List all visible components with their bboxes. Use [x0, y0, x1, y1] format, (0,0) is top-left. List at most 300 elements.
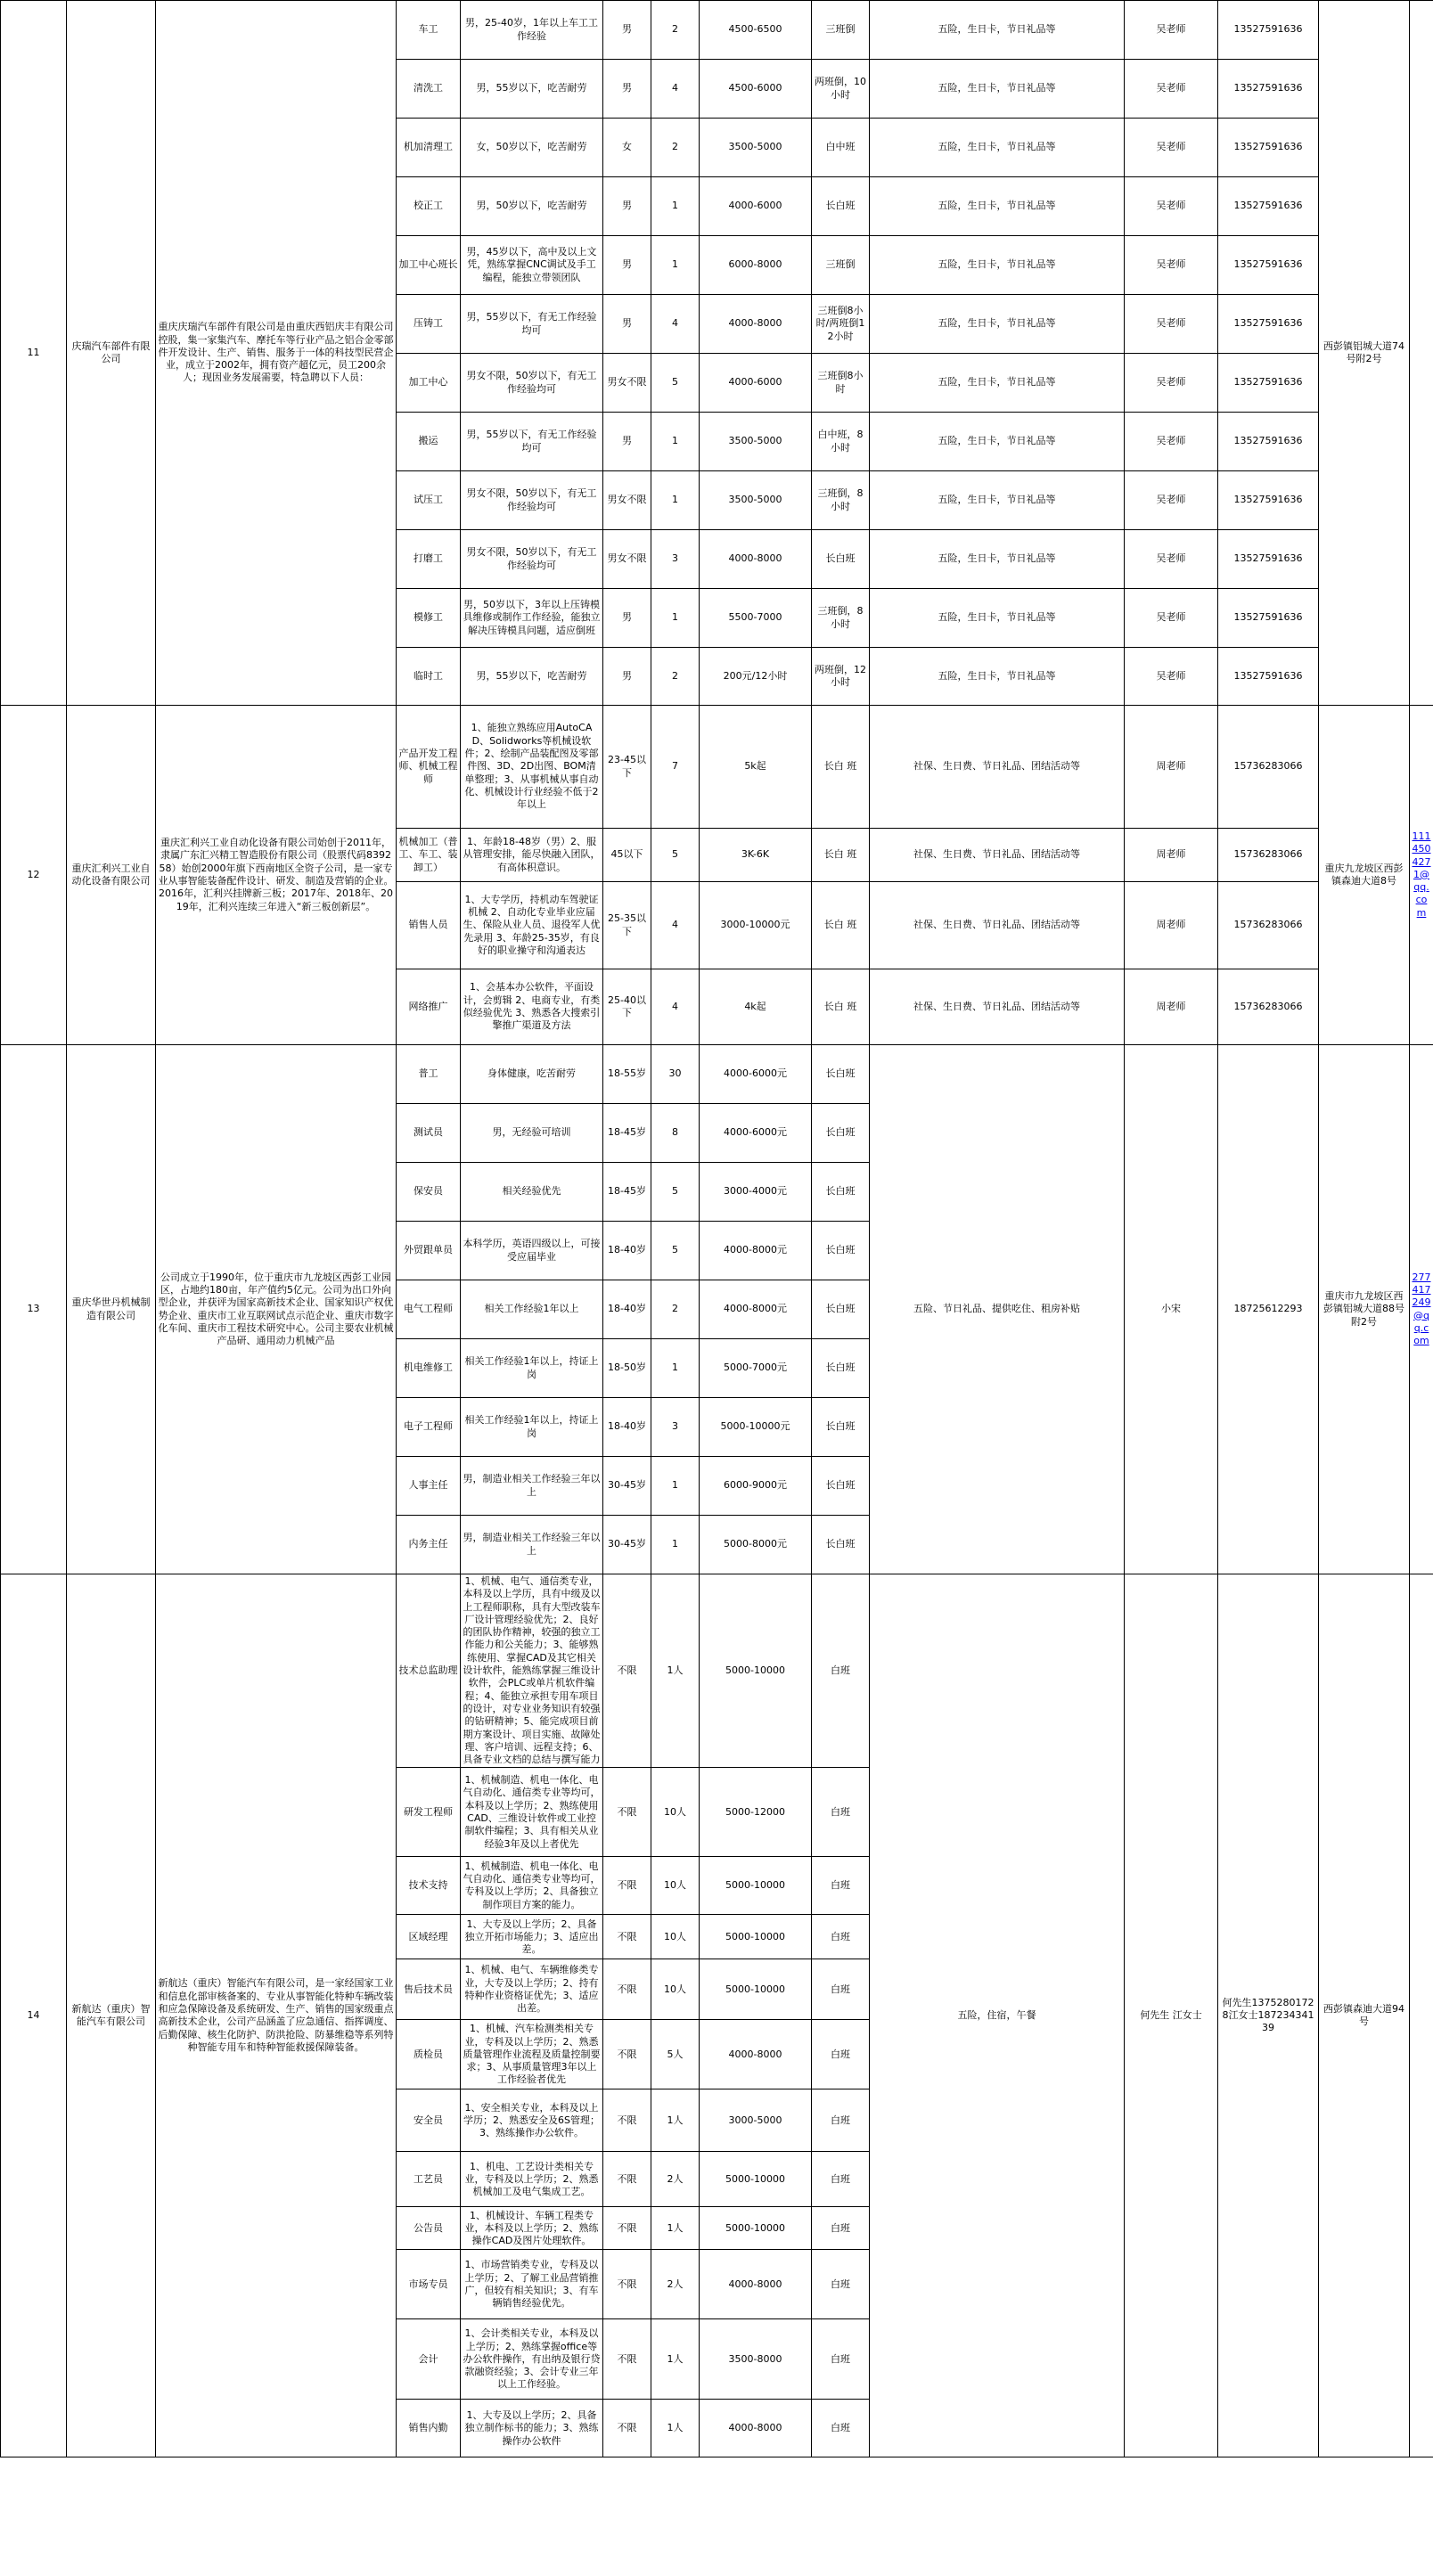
job-salary-cell: 4000-8000元 [700, 1280, 812, 1339]
email-link[interactable]: 277417249@qq.com [1410, 1045, 1433, 1574]
job-requirement-cell: 男，55岁以下，有无工作经验均可 [461, 295, 603, 354]
job-gender-age-cell: 18-55岁 [603, 1045, 651, 1104]
job-gender-age-cell: 男 [603, 648, 651, 706]
job-gender-age-cell: 18-45岁 [603, 1104, 651, 1163]
job-gender-age-cell: 23-45以下 [603, 706, 651, 829]
job-requirement-cell: 1、大专及以上学历；2、具备独立制作标书的能力；3、熟练操作办公软件 [461, 2400, 603, 2457]
table-row [1, 1045, 1433, 1104]
table-row [1, 1, 1433, 60]
contact-cell: 周老师 [1125, 882, 1218, 969]
job-requirement-cell: 1、能独立熟练应用AutoCAD、Solidworks等机械设软件；2、绘制产品装配图及零部件图、3D、2D出图、BOM清单整理；3、从事机械从事自动化、机械设计行业经验不低于2年以上 [461, 706, 603, 829]
job-shift-cell: 长白班 [812, 1045, 870, 1104]
contact-cell: 吴老师 [1125, 354, 1218, 413]
contact-cell: 小宋 [1125, 1045, 1218, 1574]
welfare-cell: 五险，生日卡，节日礼品等 [870, 648, 1125, 706]
job-requirement-cell: 1、大专学历，持机动车驾驶证机械 2、自动化专业毕业应届生、保险从业人员、退役军人优先录用 3、年龄25-35岁，有良好的职业操守和沟通表达 [461, 882, 603, 969]
phone-cell: 13527591636 [1218, 530, 1319, 589]
job-gender-age-cell: 30-45岁 [603, 1516, 651, 1574]
job-salary-cell: 3500-5000 [700, 119, 812, 177]
job-shift-cell: 三班倒8小时/两班倒12小时 [812, 295, 870, 354]
job-requirement-cell: 男，50岁以下，3年以上压铸模具维修或制作工作经验，能独立解决压铸模具问题，适应倒班 [461, 589, 603, 648]
phone-cell: 13527591636 [1218, 119, 1319, 177]
job-salary-cell: 5000-10000 [700, 2152, 812, 2207]
job-post-cell: 车工 [397, 1, 461, 60]
job-gender-age-cell: 男 [603, 1, 651, 60]
job-post-cell: 网络推广 [397, 969, 461, 1045]
job-post-cell: 区域经理 [397, 1915, 461, 1959]
job-post-cell: 机械加工（普工、车工、装卸工） [397, 829, 461, 882]
contact-cell: 吴老师 [1125, 471, 1218, 530]
job-post-cell: 会计 [397, 2319, 461, 2400]
company-intro-cell: 公司成立于1990年，位于重庆市九龙坡区西彭工业园区，占地约180亩，年产值约5亿元。公司为出口外向型企业，并获评为国家高新技术企业、国家知识产权优势企业、重庆市工业互联网试点示范企业、重庆市数字化车间、重庆市工程技术研究中心。公司主要农业机械产品研、通用动力机械产品 [156, 1045, 397, 1574]
job-count-cell: 1人 [651, 2089, 700, 2152]
job-shift-cell: 白中班 [812, 119, 870, 177]
job-count-cell: 2人 [651, 2152, 700, 2207]
job-count-cell: 5 [651, 829, 700, 882]
job-count-cell: 3 [651, 530, 700, 589]
job-post-cell: 临时工 [397, 648, 461, 706]
job-shift-cell: 长白班 [812, 1222, 870, 1280]
job-post-cell: 技术总监助理 [397, 1574, 461, 1768]
company-name-cell: 新航达（重庆）智能汽车有限公司 [67, 1574, 156, 2457]
job-count-cell: 4 [651, 882, 700, 969]
welfare-cell: 五险，生日卡，节日礼品等 [870, 413, 1125, 471]
job-salary-cell: 4000-8000 [700, 2400, 812, 2457]
job-post-cell: 电子工程师 [397, 1398, 461, 1457]
job-gender-age-cell: 男女不限 [603, 354, 651, 413]
job-shift-cell: 长白班 [812, 1104, 870, 1163]
welfare-cell: 五险，生日卡，节日礼品等 [870, 530, 1125, 589]
job-count-cell: 2 [651, 1280, 700, 1339]
job-requirement-cell: 女，50岁以下，吃苦耐劳 [461, 119, 603, 177]
job-salary-cell: 5000-10000 [700, 1959, 812, 2020]
job-requirement-cell: 1、机械制造、机电一体化、电气自动化、通信类专业等均可，专科及以上学历；2、具备独立制作项目方案的能力。 [461, 1857, 603, 1915]
job-shift-cell: 三班倒，8小时 [812, 471, 870, 530]
company-number-cell: 14 [1, 1574, 67, 2457]
job-shift-cell: 三班倒 [812, 1, 870, 60]
job-post-cell: 人事主任 [397, 1457, 461, 1516]
job-post-cell: 销售内勤 [397, 2400, 461, 2457]
job-shift-cell: 长白 班 [812, 706, 870, 829]
welfare-cell: 社保、生日费、节日礼品、团结活动等 [870, 882, 1125, 969]
contact-cell: 吴老师 [1125, 648, 1218, 706]
job-requirement-cell: 男，55岁以下，有无工作经验均可 [461, 413, 603, 471]
table-body [1, 1, 1433, 2457]
job-gender-age-cell: 男女不限 [603, 530, 651, 589]
address-cell: 西彭镇铝城大道74号附2号 [1319, 1, 1410, 706]
job-requirement-cell: 1、会基本办公软件，平面设计，会剪辑 2、电商专业，有类似经验优先 3、熟悉各大搜索引擎推广渠道及方法 [461, 969, 603, 1045]
job-requirement-cell: 男，55岁以下，吃苦耐劳 [461, 648, 603, 706]
job-count-cell: 5 [651, 1222, 700, 1280]
job-gender-age-cell: 18-50岁 [603, 1339, 651, 1398]
table-row [1, 706, 1433, 829]
job-post-cell: 压铸工 [397, 295, 461, 354]
job-count-cell: 4 [651, 969, 700, 1045]
job-salary-cell: 4000-6000 [700, 354, 812, 413]
job-count-cell: 1 [651, 1457, 700, 1516]
address-cell: 重庆九龙坡区西彭镇森迪大道8号 [1319, 706, 1410, 1045]
company-number-cell: 13 [1, 1045, 67, 1574]
email-link[interactable]: 1114504271@qq.com [1410, 706, 1433, 1045]
job-shift-cell: 白班 [812, 2250, 870, 2319]
job-requirement-cell: 1、机械、汽车检测类相关专业，专科及以上学历；2、熟悉质量管理作业流程及质量控制要求；3、从事质量管理3年以上工作经验者优先 [461, 2020, 603, 2089]
job-salary-cell: 5000-7000元 [700, 1339, 812, 1398]
job-shift-cell: 长白班 [812, 1516, 870, 1574]
phone-cell: 13527591636 [1218, 1, 1319, 60]
job-requirement-cell: 本科学历，英语四级以上，可接受应届毕业 [461, 1222, 603, 1280]
job-shift-cell: 白班 [812, 1915, 870, 1959]
job-gender-age-cell: 男 [603, 177, 651, 236]
job-salary-cell: 5000-10000 [700, 1915, 812, 1959]
company-intro-cell: 新航达（重庆）智能汽车有限公司，是一家经国家工业和信息化部审核备案的、专业从事智能化特种车辆改装和应急保障设备及系统研发、生产、销售的国家级重点高新技术企业，公司产品涵盖了应急通信、指挥调度、后勤保障、核生化防护、防洪抢险、防暴维稳等系列特种智能专用车和特种智能救援保障装备。 [156, 1574, 397, 2457]
job-shift-cell: 白班 [812, 2020, 870, 2089]
company-number-cell: 11 [1, 1, 67, 706]
job-count-cell: 1 [651, 1339, 700, 1398]
job-salary-cell: 3500-5000 [700, 471, 812, 530]
phone-cell: 13527591636 [1218, 177, 1319, 236]
job-post-cell: 质检员 [397, 2020, 461, 2089]
job-gender-age-cell: 18-40岁 [603, 1280, 651, 1339]
job-post-cell: 机电维修工 [397, 1339, 461, 1398]
job-requirement-cell: 1、市场营销类专业，专科及以上学历；2、了解工业品营销推广，但较有相关知识；3、有车辆销售经验优先。 [461, 2250, 603, 2319]
contact-cell: 吴老师 [1125, 295, 1218, 354]
job-shift-cell: 长白班 [812, 530, 870, 589]
job-requirement-cell: 男，无经验可培训 [461, 1104, 603, 1163]
job-gender-age-cell: 不限 [603, 2089, 651, 2152]
job-gender-age-cell: 18-40岁 [603, 1398, 651, 1457]
phone-cell: 15736283066 [1218, 882, 1319, 969]
job-shift-cell: 长白班 [812, 1398, 870, 1457]
job-post-cell: 搬运 [397, 413, 461, 471]
job-count-cell: 10人 [651, 1959, 700, 2020]
job-count-cell: 1 [651, 413, 700, 471]
job-count-cell: 2 [651, 648, 700, 706]
company-number-cell: 12 [1, 706, 67, 1045]
job-post-cell: 保安员 [397, 1163, 461, 1222]
welfare-cell: 五险，生日卡，节日礼品等 [870, 236, 1125, 295]
phone-cell: 13527591636 [1218, 354, 1319, 413]
job-requirement-cell: 男，制造业相关工作经验三年以上 [461, 1457, 603, 1516]
job-gender-age-cell: 25-35以下 [603, 882, 651, 969]
job-salary-cell: 3000-5000 [700, 2089, 812, 2152]
job-shift-cell: 长白班 [812, 1457, 870, 1516]
job-post-cell: 模修工 [397, 589, 461, 648]
job-gender-age-cell: 女 [603, 119, 651, 177]
job-post-cell: 售后技术员 [397, 1959, 461, 2020]
job-count-cell: 1人 [651, 2400, 700, 2457]
job-count-cell: 30 [651, 1045, 700, 1104]
job-salary-cell: 6000-8000 [700, 236, 812, 295]
job-salary-cell: 3K-6K [700, 829, 812, 882]
welfare-cell: 社保、生日费、节日礼品、团结活动等 [870, 829, 1125, 882]
job-salary-cell: 4000-6000元 [700, 1045, 812, 1104]
contact-cell: 吴老师 [1125, 413, 1218, 471]
job-salary-cell: 3000-10000元 [700, 882, 812, 969]
job-gender-age-cell: 45以下 [603, 829, 651, 882]
welfare-cell: 五险，生日卡，节日礼品等 [870, 589, 1125, 648]
phone-cell: 13527591636 [1218, 295, 1319, 354]
phone-cell: 13527591636 [1218, 60, 1319, 119]
job-post-cell: 加工中心 [397, 354, 461, 413]
job-gender-age-cell: 不限 [603, 1574, 651, 1768]
job-post-cell: 机加清理工 [397, 119, 461, 177]
job-count-cell: 1 [651, 471, 700, 530]
job-gender-age-cell: 不限 [603, 2207, 651, 2250]
contact-cell: 周老师 [1125, 706, 1218, 829]
job-shift-cell: 白班 [812, 2319, 870, 2400]
job-requirement-cell: 身体健康，吃苦耐劳 [461, 1045, 603, 1104]
job-count-cell: 10人 [651, 1768, 700, 1857]
job-count-cell: 1人 [651, 2207, 700, 2250]
job-gender-age-cell: 30-45岁 [603, 1457, 651, 1516]
job-post-cell: 产品开发工程师、机械工程师 [397, 706, 461, 829]
company-name-cell: 庆瑞汽车部件有限公司 [67, 1, 156, 706]
job-post-cell: 内务主任 [397, 1516, 461, 1574]
job-shift-cell: 两班倒，10小时 [812, 60, 870, 119]
phone-cell: 18725612293 [1218, 1045, 1319, 1574]
job-post-cell: 加工中心班长 [397, 236, 461, 295]
job-requirement-cell: 1、机械、电气、通信类专业，本科及以上学历，具有中级及以上工程师职称，具有大型改装车厂设计管理经验优先；2、良好的团队协作精神，较强的独立工作能力和公关能力；3、能够熟练使用、掌握CAD及其它相关设计软件，能熟练掌握三维设计软件，会PLC或单片机软件编程；4、能独立承担专用车项目的设计，对专业业务知识有较强的钻研精神；5、能完成项目前期方案设计、项目实施、故障处理、客户培训、远程支持；6、具备专业文档的总结与撰写能力 [461, 1574, 603, 1768]
job-post-cell: 公告员 [397, 2207, 461, 2250]
job-gender-age-cell: 25-40以下 [603, 969, 651, 1045]
welfare-cell: 社保、生日费、节日礼品、团结活动等 [870, 706, 1125, 829]
job-count-cell: 4 [651, 60, 700, 119]
job-salary-cell: 4500-6500 [700, 1, 812, 60]
address-cell: 重庆市九龙坡区西彭镇铝城大道88号附2号 [1319, 1045, 1410, 1574]
job-shift-cell: 长白 班 [812, 829, 870, 882]
job-gender-age-cell: 不限 [603, 2152, 651, 2207]
job-requirement-cell: 男女不限，50岁以下，有无工作经验均可 [461, 471, 603, 530]
job-salary-cell: 4k起 [700, 969, 812, 1045]
job-post-cell: 电气工程师 [397, 1280, 461, 1339]
job-requirement-cell: 男女不限，50岁以下，有无工作经验均可 [461, 354, 603, 413]
job-shift-cell: 长白 班 [812, 882, 870, 969]
job-shift-cell: 长白 班 [812, 969, 870, 1045]
job-salary-cell: 4000-8000 [700, 295, 812, 354]
job-requirement-cell: 1、机械设计、车辆工程类专业，本科及以上学历；2、熟练操作CAD及图片处理软件。 [461, 2207, 603, 2250]
contact-cell: 吴老师 [1125, 530, 1218, 589]
job-shift-cell: 长白班 [812, 1339, 870, 1398]
job-requirement-cell: 男女不限，50岁以下，有无工作经验均可 [461, 530, 603, 589]
job-shift-cell: 白班 [812, 1857, 870, 1915]
welfare-cell: 五险，生日卡，节日礼品等 [870, 60, 1125, 119]
job-gender-age-cell: 不限 [603, 1857, 651, 1915]
job-shift-cell: 三班倒 [812, 236, 870, 295]
email-link [1410, 1574, 1433, 2457]
job-salary-cell: 6000-9000元 [700, 1457, 812, 1516]
job-gender-age-cell: 男 [603, 60, 651, 119]
job-shift-cell: 长白班 [812, 1280, 870, 1339]
contact-cell: 周老师 [1125, 829, 1218, 882]
email-link [1410, 1, 1433, 706]
job-post-cell: 安全员 [397, 2089, 461, 2152]
job-salary-cell: 5k起 [700, 706, 812, 829]
job-salary-cell: 4000-6000元 [700, 1104, 812, 1163]
phone-cell: 何先生13752801728江女士18723434139 [1218, 1574, 1319, 2457]
welfare-cell: 五险，生日卡，节日礼品等 [870, 354, 1125, 413]
job-requirement-cell: 相关工作经验1年以上，持证上岗 [461, 1398, 603, 1457]
job-post-cell: 试压工 [397, 471, 461, 530]
job-post-cell: 校正工 [397, 177, 461, 236]
job-shift-cell: 白班 [812, 1768, 870, 1857]
job-shift-cell: 白班 [812, 2089, 870, 2152]
job-salary-cell: 4000-6000 [700, 177, 812, 236]
job-salary-cell: 4500-6000 [700, 60, 812, 119]
job-shift-cell: 白中班，8小时 [812, 413, 870, 471]
job-post-cell: 市场专员 [397, 2250, 461, 2319]
job-requirement-cell: 相关经验优先 [461, 1163, 603, 1222]
company-intro-cell: 重庆庆瑞汽车部件有限公司是由重庆西铝庆丰有限公司控股，集一家集汽车、摩托车等行业产品之铝合金零部件开发设计、生产、销售、服务于一体的科技型民营企业，成立于2002年，拥有资产超亿元，员工200余人；现因业务发展需要，特急聘以下人员： [156, 1, 397, 706]
job-post-cell: 销售人员 [397, 882, 461, 969]
job-post-cell: 技术支持 [397, 1857, 461, 1915]
company-name-cell: 重庆华世丹机械制造有限公司 [67, 1045, 156, 1574]
job-gender-age-cell: 男 [603, 295, 651, 354]
job-count-cell: 5 [651, 354, 700, 413]
job-salary-cell: 4000-8000 [700, 2020, 812, 2089]
job-gender-age-cell: 男 [603, 236, 651, 295]
job-requirement-cell: 男，制造业相关工作经验三年以上 [461, 1516, 603, 1574]
job-shift-cell: 白班 [812, 2400, 870, 2457]
job-requirement-cell: 男，50岁以下，吃苦耐劳 [461, 177, 603, 236]
phone-cell: 13527591636 [1218, 648, 1319, 706]
contact-cell: 吴老师 [1125, 589, 1218, 648]
job-shift-cell: 三班倒8小时 [812, 354, 870, 413]
job-gender-age-cell: 不限 [603, 1959, 651, 2020]
job-count-cell: 2人 [651, 2250, 700, 2319]
phone-cell: 13527591636 [1218, 589, 1319, 648]
job-post-cell: 工艺员 [397, 2152, 461, 2207]
welfare-cell: 五险，生日卡，节日礼品等 [870, 1, 1125, 60]
job-gender-age-cell: 男女不限 [603, 471, 651, 530]
job-salary-cell: 5000-10000 [700, 2207, 812, 2250]
phone-cell: 15736283066 [1218, 969, 1319, 1045]
address-cell: 西彭镇森迪大道94号 [1319, 1574, 1410, 2457]
job-gender-age-cell: 不限 [603, 1768, 651, 1857]
job-count-cell: 3 [651, 1398, 700, 1457]
job-requirement-cell: 1、机械、电气、车辆维修类专业，大专及以上学历；2、持有特种作业资格证优先；3、适应出差。 [461, 1959, 603, 2020]
job-salary-cell: 4000-8000 [700, 2250, 812, 2319]
job-salary-cell: 5000-10000 [700, 1857, 812, 1915]
job-salary-cell: 3500-5000 [700, 413, 812, 471]
job-count-cell: 10人 [651, 1915, 700, 1959]
job-requirement-cell: 男，45岁以下，高中及以上文凭，熟练掌握CNC调试及手工编程，能独立带领团队 [461, 236, 603, 295]
job-count-cell: 8 [651, 1104, 700, 1163]
phone-cell: 15736283066 [1218, 706, 1319, 829]
contact-cell: 吴老师 [1125, 119, 1218, 177]
job-salary-cell: 5000-10000元 [700, 1398, 812, 1457]
job-requirement-cell: 男，55岁以下，吃苦耐劳 [461, 60, 603, 119]
job-count-cell: 10人 [651, 1857, 700, 1915]
job-shift-cell: 白班 [812, 2152, 870, 2207]
job-shift-cell: 长白班 [812, 1163, 870, 1222]
job-salary-cell: 4000-8000元 [700, 1222, 812, 1280]
welfare-cell: 五险，住宿，午餐 [870, 1574, 1125, 2457]
job-count-cell: 7 [651, 706, 700, 829]
job-count-cell: 1 [651, 589, 700, 648]
job-requirement-cell: 1、机械制造、机电一体化、电气自动化、通信类专业等均可，本科及以上学历；2、熟练使用CAD、三维设计软件或工业控制软件编程；3、具有相关从业经验3年及以上者优先 [461, 1768, 603, 1857]
job-count-cell: 4 [651, 295, 700, 354]
job-salary-cell: 5000-12000 [700, 1768, 812, 1857]
job-gender-age-cell: 不限 [603, 2250, 651, 2319]
job-count-cell: 5 [651, 1163, 700, 1222]
job-post-cell: 外贸跟单员 [397, 1222, 461, 1280]
job-gender-age-cell: 不限 [603, 2400, 651, 2457]
job-requirement-cell: 1、安全相关专业，本科及以上学历；2、熟悉安全及6S管理；3、熟练操作办公软件。 [461, 2089, 603, 2152]
job-salary-cell: 5000-10000 [700, 1574, 812, 1768]
job-requirement-cell: 1、年龄18-48岁（男）2、服从管理安排，能尽快融入团队，有高体积意识。 [461, 829, 603, 882]
job-gender-age-cell: 男 [603, 413, 651, 471]
job-shift-cell: 白班 [812, 1574, 870, 1768]
job-count-cell: 2 [651, 119, 700, 177]
job-requirement-cell: 1、大专及以上学历；2、具备独立开拓市场能力；3、适应出差。 [461, 1915, 603, 1959]
contact-cell: 何先生 江女士 [1125, 1574, 1218, 2457]
job-gender-age-cell: 不限 [603, 1915, 651, 1959]
job-gender-age-cell: 不限 [603, 2319, 651, 2400]
job-shift-cell: 两班倒，12小时 [812, 648, 870, 706]
job-salary-cell: 4000-8000 [700, 530, 812, 589]
contact-cell: 吴老师 [1125, 60, 1218, 119]
contact-cell: 吴老师 [1125, 177, 1218, 236]
job-requirement-cell: 相关工作经验1年以上，持证上岗 [461, 1339, 603, 1398]
job-gender-age-cell: 男 [603, 589, 651, 648]
contact-cell: 吴老师 [1125, 236, 1218, 295]
job-count-cell: 5人 [651, 2020, 700, 2089]
contact-cell: 周老师 [1125, 969, 1218, 1045]
job-requirement-cell: 男，25-40岁，1年以上车工工作经验 [461, 1, 603, 60]
job-shift-cell: 白班 [812, 2207, 870, 2250]
job-salary-cell: 3500-8000 [700, 2319, 812, 2400]
job-requirement-cell: 1、机电、工艺设计类相关专业，专科及以上学历；2、熟悉机械加工及电气集成工艺。 [461, 2152, 603, 2207]
job-post-cell: 研发工程师 [397, 1768, 461, 1857]
welfare-cell: 五险、节日礼品、提供吃住、租房补贴 [870, 1045, 1125, 1574]
job-shift-cell: 长白班 [812, 177, 870, 236]
job-count-cell: 1人 [651, 2319, 700, 2400]
job-count-cell: 1 [651, 177, 700, 236]
contact-cell: 吴老师 [1125, 1, 1218, 60]
job-salary-cell: 3000-4000元 [700, 1163, 812, 1222]
welfare-cell: 五险，生日卡，节日礼品等 [870, 177, 1125, 236]
job-post-cell: 测试员 [397, 1104, 461, 1163]
job-post-cell: 打磨工 [397, 530, 461, 589]
phone-cell: 15736283066 [1218, 829, 1319, 882]
job-shift-cell: 白班 [812, 1959, 870, 2020]
phone-cell: 13527591636 [1218, 471, 1319, 530]
job-requirement-cell: 1、会计类相关专业，本科及以上学历；2、熟练掌握office等办公软件操作，有出纳及银行贷款融资经验；3、会计专业三年以上工作经验。 [461, 2319, 603, 2400]
welfare-cell: 五险，生日卡，节日礼品等 [870, 471, 1125, 530]
table-row [1, 1574, 1433, 1768]
job-count-cell: 2 [651, 1, 700, 60]
job-post-cell: 清洗工 [397, 60, 461, 119]
job-post-cell: 普工 [397, 1045, 461, 1104]
job-shift-cell: 三班倒，8小时 [812, 589, 870, 648]
job-count-cell: 1 [651, 236, 700, 295]
welfare-cell: 五险，生日卡，节日礼品等 [870, 295, 1125, 354]
company-intro-cell: 重庆汇利兴工业自动化设备有限公司始创于2011年，隶属广东汇兴精工智造股份有限公司（股票代码839258）始创2000年旗下西南地区全资子公司，是一家专业从事智能装备配件设计、研发、制造及营销的企业。2016年，汇利兴挂牌新三板；2017年、2018年、2019年，汇利兴连续三年进入“新三板创新层”。 [156, 706, 397, 1045]
job-count-cell: 1人 [651, 1574, 700, 1768]
job-salary-cell: 200元/12小时 [700, 648, 812, 706]
job-salary-cell: 5000-8000元 [700, 1516, 812, 1574]
job-gender-age-cell: 18-45岁 [603, 1163, 651, 1222]
job-gender-age-cell: 18-40岁 [603, 1222, 651, 1280]
welfare-cell: 五险，生日卡，节日礼品等 [870, 119, 1125, 177]
company-name-cell: 重庆汇利兴工业自动化设备有限公司 [67, 706, 156, 1045]
job-gender-age-cell: 不限 [603, 2020, 651, 2089]
phone-cell: 13527591636 [1218, 413, 1319, 471]
welfare-cell: 社保、生日费、节日礼品、团结活动等 [870, 969, 1125, 1045]
job-requirement-cell: 相关工作经验1年以上 [461, 1280, 603, 1339]
job-salary-cell: 5500-7000 [700, 589, 812, 648]
job-count-cell: 1 [651, 1516, 700, 1574]
